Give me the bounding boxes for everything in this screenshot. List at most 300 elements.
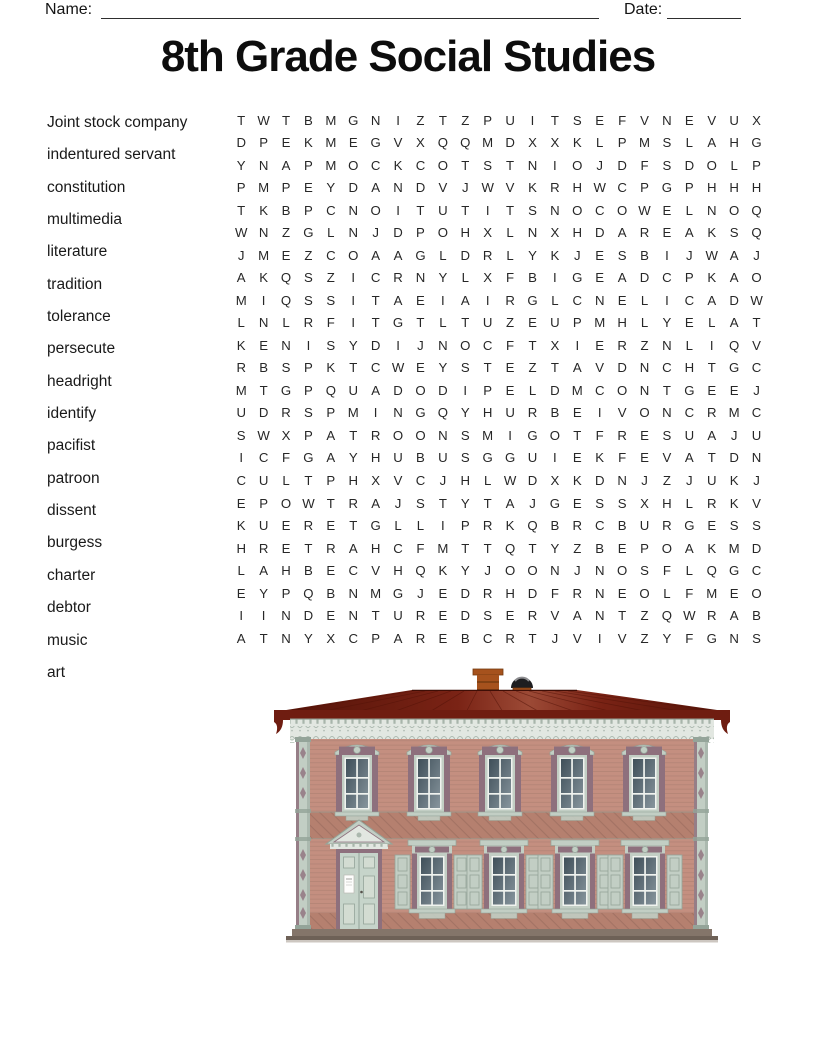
grid-cell: K [550, 247, 560, 263]
grid-cell: M [235, 382, 247, 398]
grid-cell: A [729, 247, 739, 263]
grid-cell: P [304, 157, 313, 173]
grid-cell: N [348, 225, 358, 241]
grid-cell: T [550, 360, 559, 376]
grid-cell: S [326, 337, 336, 353]
grid-cell: D [617, 360, 627, 376]
grid-cell: Y [304, 630, 313, 646]
pilaster-right [693, 737, 709, 930]
grid-cell: D [460, 608, 471, 624]
grid-cell: L [394, 518, 402, 534]
grid-cell: I [396, 337, 400, 353]
grid-cell: B [550, 405, 560, 421]
grid-cell: Z [304, 247, 313, 263]
grid-cell: U [527, 450, 538, 466]
grid-cell: J [753, 473, 760, 488]
grid-cell: R [527, 405, 538, 421]
grid-cell: F [281, 450, 291, 466]
grid-cell: T [371, 315, 380, 331]
grid-cell: N [281, 630, 291, 646]
grid-cell: R [572, 518, 583, 534]
grid-cell: A [617, 225, 627, 241]
grid-cell: N [438, 337, 448, 353]
grid-cell: R [236, 360, 246, 376]
grid-cell: T [416, 202, 425, 218]
grid-cell: M [258, 180, 270, 196]
grid-cell: J [730, 427, 738, 443]
grid-cell: P [281, 180, 291, 196]
grid-cell: A [707, 135, 717, 151]
grid-cell: F [595, 427, 604, 443]
grid-cell: L [237, 315, 245, 331]
grid-cell: G [280, 382, 292, 398]
word-list-item: burgess [47, 534, 103, 552]
grid-cell: L [685, 337, 693, 353]
grid-cell: L [663, 585, 671, 601]
grid-cell: W [481, 180, 494, 196]
grid-cell: Q [729, 337, 740, 353]
grid-cell: I [508, 427, 512, 443]
grid-cell: E [281, 518, 291, 534]
grid-cell: R [393, 270, 403, 286]
grid-cell: L [327, 225, 335, 241]
grid-cell: S [528, 202, 537, 218]
grid-cell: U [258, 473, 269, 488]
grid-cell: G [370, 135, 381, 151]
grid-cell: W [593, 180, 606, 196]
grid-cell: I [396, 202, 400, 218]
grid-cell: A [505, 495, 515, 511]
grid-cell: R [303, 518, 314, 534]
grid-cell: L [506, 225, 514, 241]
grid-cell: D [393, 382, 403, 398]
grid-cell: R [348, 495, 358, 511]
grid-cell: J [574, 563, 581, 579]
grid-cell: P [460, 518, 470, 534]
grid-cell: D [684, 157, 695, 173]
grid-cell: J [596, 157, 603, 173]
grid-cell: Y [348, 450, 358, 466]
grid-cell: S [304, 292, 313, 308]
grid-cell: P [304, 382, 313, 398]
grid-cell: P [640, 180, 649, 196]
grid-cell: O [460, 337, 471, 353]
grid-cell: N [527, 225, 538, 241]
grid-cell: H [505, 585, 515, 601]
grid-cell: F [506, 270, 515, 286]
grid-cell: Q [527, 518, 538, 534]
grid-cell: C [326, 247, 336, 263]
grid-cell: V [707, 112, 717, 128]
grid-cell: I [463, 382, 468, 398]
grid-cell: N [594, 608, 605, 624]
grid-cell: E [640, 427, 649, 443]
grid-cell: C [370, 157, 381, 173]
grid-cell: E [595, 337, 605, 353]
grid-cell: K [572, 473, 582, 488]
grid-cell: Y [528, 247, 537, 263]
grid-cell: S [752, 518, 761, 534]
word-list [47, 107, 232, 689]
grid-cell: N [594, 292, 605, 308]
grid-cell: P [236, 180, 246, 196]
grid-cell: R [303, 315, 314, 331]
grid-cell: A [236, 270, 246, 286]
grid-cell: H [572, 225, 583, 241]
grid-cell: U [438, 202, 448, 218]
grid-cell: B [460, 630, 470, 646]
grid-cell: E [572, 495, 582, 511]
grid-cell: K [572, 135, 582, 151]
grid-cell: B [416, 450, 425, 466]
grid-cell: I [441, 518, 445, 534]
grid-cell: N [662, 405, 672, 421]
grid-cell: C [684, 292, 695, 308]
word-list-item: tolerance [47, 308, 111, 326]
grid-cell: E [505, 382, 515, 398]
grid-cell: T [550, 112, 559, 128]
word-list-item: dissent [47, 502, 97, 520]
grid-cell: X [281, 427, 291, 443]
grid-cell: D [751, 540, 762, 556]
grid-cell: I [665, 292, 669, 308]
grid-cell: Z [573, 540, 582, 556]
grid-cell: E [684, 315, 694, 331]
grid-cell: D [639, 270, 650, 286]
grid-cell: T [326, 495, 335, 511]
grid-cell: I [351, 292, 356, 308]
grid-cell: B [752, 608, 761, 624]
grid-cell: T [237, 112, 246, 128]
grid-cell: S [236, 427, 246, 443]
grid-cell: X [550, 473, 560, 488]
grid-cell: I [261, 292, 266, 308]
grid-cell: O [415, 382, 426, 398]
grid-cell: T [528, 540, 537, 556]
grid-cell: U [393, 608, 403, 624]
grid-cell: X [550, 225, 560, 241]
grid-cell: N [594, 585, 605, 601]
grid-cell: A [393, 292, 403, 308]
grid-cell: L [282, 473, 290, 488]
grid-cell: T [662, 382, 671, 398]
grid-cell: A [393, 247, 403, 263]
grid-cell: M [571, 382, 583, 398]
grid-cell: P [304, 360, 313, 376]
upper-window [335, 745, 379, 821]
grid-cell: N [415, 270, 426, 286]
grid-cell: V [752, 495, 761, 511]
grid-cell: H [482, 405, 493, 421]
grid-cell: T [259, 630, 268, 646]
grid-cell: J [551, 630, 559, 646]
grid-cell: V [752, 337, 761, 353]
grid-cell: O [370, 202, 381, 218]
grid-cell: J [372, 225, 379, 241]
grid-cell: L [506, 247, 514, 263]
grid-cell: A [617, 270, 627, 286]
grid-cell: E [617, 585, 627, 601]
grid-cell: I [306, 337, 311, 353]
word-list-item: debtor [47, 599, 91, 617]
pilaster-left [295, 737, 311, 930]
grid-cell: R [415, 630, 426, 646]
grid-cell: B [550, 518, 560, 534]
grid-cell: J [641, 473, 648, 488]
grid-cell: R [572, 585, 583, 601]
grid-cell: N [348, 202, 358, 218]
grid-cell: D [729, 292, 739, 308]
grid-cell: E [304, 180, 313, 196]
grid-cell: H [370, 540, 381, 556]
grid-cell: P [640, 540, 649, 556]
grid-cell: S [662, 135, 672, 151]
upper-window [622, 745, 666, 821]
grid-cell: X [550, 337, 560, 353]
date-fill-line [667, 18, 741, 19]
grid-cell: L [685, 563, 693, 579]
grid-cell: V [393, 473, 403, 488]
grid-cell: G [527, 427, 538, 443]
word-list-item: headright [47, 372, 112, 390]
grid-cell: J [686, 473, 693, 488]
grid-cell: Z [416, 112, 425, 128]
grid-cell: C [348, 563, 358, 579]
grid-cell: R [527, 608, 538, 624]
grid-cell: D [594, 473, 605, 488]
grid-cell: V [505, 180, 515, 196]
grid-cell: E [326, 608, 336, 624]
grid-cell: E [595, 247, 605, 263]
grid-cell: P [326, 405, 336, 421]
grid-cell: M [728, 540, 740, 556]
grid-cell: H [281, 563, 291, 579]
grid-cell: T [416, 315, 425, 331]
grid-cell: C [751, 405, 762, 421]
grid-cell: T [483, 360, 492, 376]
grid-cell: X [640, 495, 649, 511]
grid-cell: S [416, 495, 425, 511]
grid-cell: A [259, 563, 268, 579]
grid-cell: R [505, 630, 515, 646]
grid-cell: O [348, 247, 359, 263]
grid-cell: A [684, 450, 694, 466]
grid-cell: K [326, 360, 336, 376]
grid-cell: P [281, 585, 291, 601]
grid-cell: F [326, 315, 335, 331]
grid-cell: D [438, 382, 448, 398]
grid-cell: M [594, 315, 606, 331]
grid-cell: X [528, 135, 537, 151]
grid-cell: Q [706, 563, 717, 579]
grid-cell: A [729, 270, 739, 286]
grid-cell: H [662, 495, 672, 511]
grid-cell: K [259, 270, 268, 286]
grid-cell: I [351, 270, 356, 286]
grid-cell: E [281, 135, 291, 151]
grid-cell: T [371, 608, 380, 624]
grid-cell: F [640, 157, 649, 173]
grid-cell: O [415, 427, 426, 443]
grid-cell: N [438, 427, 448, 443]
grid-cell: N [258, 225, 269, 241]
grid-cell: K [505, 518, 515, 534]
grid-cell: K [707, 270, 717, 286]
grid-cell: U [550, 315, 560, 331]
grid-cell: O [504, 563, 516, 579]
grid-cell: B [304, 112, 313, 128]
grid-cell: F [662, 563, 671, 579]
grid-cell: E [572, 405, 582, 421]
grid-cell: I [396, 112, 400, 128]
grid-cell: B [640, 247, 649, 263]
grid-cell: N [527, 157, 538, 173]
grid-cell: Q [437, 135, 448, 151]
grid-cell: D [729, 450, 739, 466]
grid-cell: E [707, 382, 717, 398]
grid-cell: K [528, 180, 537, 196]
grid-cell: N [729, 630, 739, 646]
grid-cell: I [597, 405, 602, 421]
grid-cell: P [572, 315, 582, 331]
grid-cell: Y [326, 180, 336, 196]
grid-cell: L [551, 292, 559, 308]
grid-cell: T [752, 315, 761, 331]
grid-cell: M [325, 157, 337, 173]
word-list-item: music [47, 631, 88, 649]
grid-cell: Q [325, 382, 336, 398]
grid-cell: C [751, 360, 762, 376]
grid-cell: U [639, 518, 650, 534]
grid-cell: N [751, 450, 762, 466]
grid-cell: T [528, 630, 537, 646]
grid-cell: F [506, 337, 515, 353]
grid-cell: E [595, 270, 605, 286]
grid-cell: W [638, 202, 651, 218]
roof [280, 690, 724, 711]
grid-cell: T [461, 202, 470, 218]
grid-cell: U [751, 427, 762, 443]
grid-cell: D [236, 135, 246, 151]
grid-cell: C [751, 563, 762, 579]
grid-cell: R [617, 337, 627, 353]
grid-cell: V [438, 180, 448, 196]
grid-cell: Q [437, 405, 448, 421]
grid-cell: E [416, 292, 425, 308]
grid-cell: N [639, 382, 650, 398]
grid-cell: X [416, 135, 425, 151]
grid-cell: E [438, 608, 448, 624]
grid-cell: B [281, 202, 291, 218]
grid-cell: T [349, 518, 358, 534]
grid-cell: B [617, 518, 627, 534]
grid-cell: F [685, 585, 694, 601]
grid-cell: U [258, 518, 269, 534]
grid-cell: Q [504, 540, 516, 556]
grid-cell: L [596, 135, 604, 151]
grid-cell: G [684, 518, 695, 534]
grid-cell: H [729, 180, 739, 196]
grid-cell: E [259, 337, 268, 353]
grid-cell: A [707, 292, 717, 308]
grid-cell: N [348, 608, 358, 624]
word-list-item: pacifist [47, 437, 96, 455]
grid-cell: P [684, 270, 694, 286]
grid-cell: T [371, 292, 380, 308]
grid-cell: C [370, 270, 381, 286]
grid-cell: A [684, 225, 694, 241]
grid-cell: G [392, 585, 404, 601]
grid-cell: W [503, 473, 517, 488]
grid-cell: I [373, 405, 378, 421]
grid-cell: S [752, 630, 761, 646]
grid-cell: K [707, 540, 717, 556]
grid-cell: M [347, 405, 359, 421]
upper-window [550, 745, 594, 821]
grid-cell: J [753, 247, 760, 263]
grid-cell: S [595, 495, 605, 511]
grid-cell: Y [662, 315, 672, 331]
grid-cell: Q [661, 608, 673, 624]
grid-cell: S [662, 427, 672, 443]
grid-cell: N [370, 112, 381, 128]
grid-cell: I [553, 157, 557, 173]
grid-cell: J [529, 495, 536, 511]
grid-cell: I [441, 292, 445, 308]
grid-cell: P [483, 112, 493, 128]
grid-cell: A [326, 450, 336, 466]
grid-cell: S [617, 495, 627, 511]
grid-cell: J [439, 473, 447, 488]
grid-cell: R [326, 540, 336, 556]
grid-cell: D [370, 337, 381, 353]
grid-cell: T [237, 202, 246, 218]
grid-cell: O [751, 585, 762, 601]
grid-cell: A [371, 382, 381, 398]
grid-cell: I [239, 450, 244, 466]
grid-cell: A [236, 630, 246, 646]
name-fill-line [101, 18, 599, 19]
grid-cell: V [662, 450, 672, 466]
word-list-item: persecute [47, 340, 116, 358]
grid-cell: E [326, 518, 336, 534]
grid-cell: D [527, 585, 538, 601]
grid-cell: U [348, 382, 358, 398]
grid-cell: C [572, 292, 583, 308]
grid-cell: C [594, 202, 605, 218]
grid-cell: J [237, 247, 245, 263]
grid-cell: K [236, 337, 246, 353]
grid-cell: J [394, 495, 402, 511]
grid-cell: E [640, 450, 649, 466]
grid-cell: N [550, 202, 560, 218]
name-label: Name: [45, 1, 93, 18]
grid-cell: L [439, 247, 447, 263]
grid-cell: W [257, 112, 270, 128]
grid-cell: A [684, 540, 694, 556]
grid-cell: D [415, 180, 426, 196]
grid-cell: E [505, 608, 515, 624]
grid-cell: A [460, 292, 470, 308]
house-illustration [272, 662, 732, 948]
grid-cell: I [665, 247, 669, 263]
grid-cell: M [258, 247, 270, 263]
grid-cell: Z [640, 337, 649, 353]
grid-cell: Z [528, 360, 537, 376]
grid-cell: C [594, 382, 605, 398]
grid-cell: U [706, 473, 717, 488]
grid-cell: K [438, 563, 448, 579]
